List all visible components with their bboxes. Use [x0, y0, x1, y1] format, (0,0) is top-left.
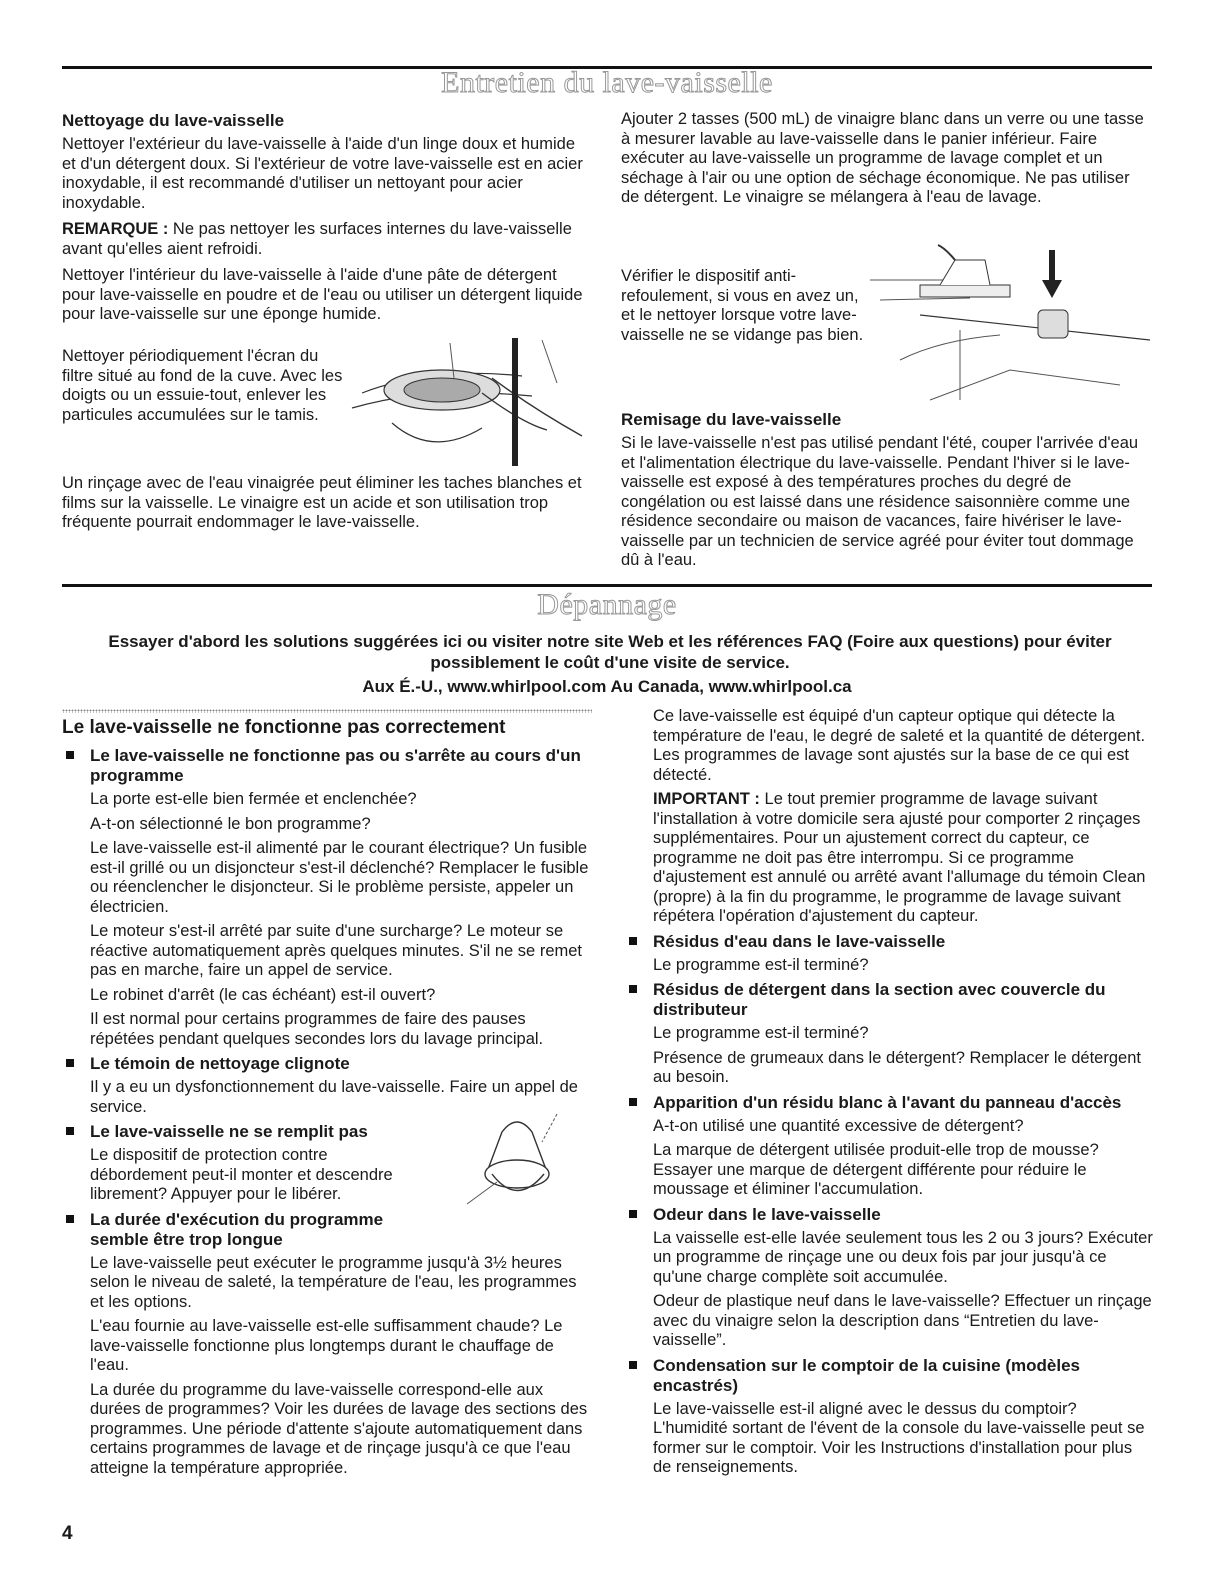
- problem-heading: Le lave-vaisselle ne fonctionne pas correctement: [62, 717, 506, 738]
- air-gap-paragraph: Vérifier le dispositif anti-refoulement, si vous en avez un, et le nettoyer lorsque votre lave-vaisselle ne se vidange pas bien.: [621, 267, 864, 344]
- important-label: IMPORTANT :: [653, 790, 760, 808]
- detail-text: Le programme est-il terminé?: [653, 1024, 869, 1042]
- cleaning-heading: Nettoyage du lave-vaisselle: [62, 111, 285, 130]
- storage-heading: Remisage du lave-vaisselle: [621, 410, 842, 429]
- bullet-icon: [66, 1127, 74, 1135]
- detail-text: Présence de grumeaux dans le détergent? Remplacer le détergent au besoin.: [653, 1048, 1141, 1086]
- detail-text: Le programme est-il terminé?: [653, 955, 869, 974]
- troubleshooting-right-column: [625, 707, 1153, 1483]
- problem-details: [625, 956, 1153, 976]
- problem-title: Résidus de détergent dans la section avec couvercle du distributeur: [653, 980, 1106, 1019]
- problem-details: [62, 790, 592, 1049]
- remark-paragraph: [62, 220, 592, 259]
- troubleshooting-left-column: [62, 716, 592, 1483]
- detail-text: A-t-on utilisé une quantité excessive de détergent?: [653, 1116, 1024, 1135]
- problem-item: [62, 1054, 592, 1074]
- cleaning-paragraph: Nettoyer l'intérieur du lave-vaisselle à l'aide d'une pâte de détergent pour lave-vaisselle en poudre et de l'eau ou utiliser un détergent liquide pour lave-vaisselle sur une éponge humide.: [62, 266, 583, 323]
- problem-title: Le témoin de nettoyage clignote: [90, 1054, 350, 1073]
- problem-title: Le lave-vaisselle ne se remplit pas: [90, 1122, 368, 1141]
- bullet-icon: [66, 1215, 74, 1223]
- detail-text: Le moteur s'est-il arrêté par suite d'une surcharge? Le moteur se réactive automatiquement après quelques minutes. S'il ne se remet pas en marche, faire un appel de service.: [90, 922, 582, 979]
- remark-label: REMARQUE :: [62, 220, 169, 238]
- bullet-icon: [629, 1210, 637, 1218]
- cleaning-paragraph: Nettoyer l'extérieur du lave-vaisselle à l'aide d'un linge doux et humide et d'un détergent doux. Si l'extérieur de votre lave-vaisselle est en acier inoxydable, il est recommandé d'utiliser un nettoyant pour acier inoxydable.: [62, 135, 583, 212]
- bullet-icon: [66, 751, 74, 759]
- problem-title: Condensation sur le comptoir de la cuisine (modèles encastrés): [653, 1355, 1080, 1395]
- bullet-icon: [629, 1098, 637, 1106]
- websites-line: Aux É.-U., www.whirlpool.com Au Canada, www.whirlpool.ca: [362, 677, 852, 696]
- important-paragraph: [653, 790, 1153, 927]
- problem-details: [625, 1117, 1153, 1200]
- troubleshooting-intro: Essayer d'abord les solutions suggérées ici ou visiter notre site Web et les références FAQ (Foire aux questions) pour éviter possiblement le coût d'une visite de service.: [108, 632, 1112, 672]
- detail-text: Le robinet d'arrêt (le cas échéant) est-il ouvert?: [90, 985, 436, 1004]
- problem-item: [625, 980, 1153, 1020]
- problem-item: [62, 746, 592, 786]
- storage-paragraph: Si le lave-vaisselle n'est pas utilisé pendant l'été, couper l'arrivée d'eau et l'alimentation électrique du lave-vaisselle. Pendant l'hiver si le lave-vaisselle est exposé à des températures proches du degré de congélation ou est laissé dans une résidence saisonnière comme une résidence secondaire ou maison de vacances, faire hivériser le lave-vaisselle par un technicien de service agréé pour éviter tout dommage dû à l'eau.: [621, 434, 1139, 569]
- filter-paragraph: Nettoyer périodiquement l'écran du filtre situé au fond de la cuve. Avec les doigts ou un essuie-tout, enlever les particules accumulées sur le tamis.: [62, 347, 343, 424]
- bullet-icon: [629, 985, 637, 993]
- storage-section: [621, 409, 1151, 578]
- remark-text: Ne pas nettoyer les surfaces internes du lave-vaisselle avant qu'elles aient refroidi.: [62, 220, 572, 258]
- detail-text: Le lave-vaisselle peut exécuter le programme jusqu'à 3½ heures selon le niveau de saleté, la température de l'eau, les programmes et les options.: [90, 1253, 577, 1311]
- detail-text: Il est normal pour certains programmes de faire des pauses répétées pendant quelques secondes lors du lavage principal.: [90, 1010, 544, 1048]
- detail-text: Le lave-vaisselle est-il aligné avec le dessus du comptoir? L'humidité sortant de l'évent de la console du lave-vaisselle peut se former sur le comptoir. Voir les Instructions d'installation pour plus de renseignements.: [653, 1399, 1145, 1476]
- problem-item: [62, 1210, 592, 1250]
- sensor-paragraph: Ce lave-vaisselle est équipé d'un capteur optique qui détecte la température de l'eau, le degré de saleté et la quantité de détergent. Les programmes de lavage sont ajustés sur la base de ce qui est détecté.: [653, 707, 1146, 784]
- detail-text: L'eau fournie au lave-vaisselle est-elle suffisamment chaude? Le lave-vaisselle fonctionne plus longtemps durant le chauffage de l'eau.: [90, 1317, 563, 1374]
- problem-item: [625, 1093, 1153, 1113]
- dotted-divider: [62, 709, 592, 713]
- section-rule: [62, 584, 1152, 587]
- problem-title: Odeur dans le lave-vaisselle: [653, 1204, 881, 1224]
- problem-details: [625, 1229, 1153, 1351]
- problem-details: [62, 1254, 592, 1479]
- detail-text: Le lave-vaisselle est-il alimenté par le courant électrique? Un fusible est-il grillé ou un disjoncteur s'est-il déclenché? Remplacer le fusible ou réenclencher le disjoncteur. Si le problème persiste, appeler un électricien.: [90, 839, 589, 916]
- page-number: 4: [62, 1523, 73, 1544]
- problem-item: [625, 1205, 1153, 1225]
- vinegar-instructions: Ajouter 2 tasses (500 mL) de vinaigre blanc dans un verre ou une tasse à mesurer lavable au lave-vaisselle dans le panier inférieur. Faire exécuter au lave-vaisselle un programme de lavage complet et un séchage à l'air ou une option de séchage économique. Ne pas utiliser de détergent. Le vinaigre se mélangera à l'eau de lavage.: [621, 110, 1144, 206]
- problem-details: [625, 1024, 1153, 1088]
- problem-item: [625, 932, 1153, 952]
- detail-text: Odeur de plastique neuf dans le lave-vaisselle? Effectuer un rinçage avec du vinaigre selon la description dans “Entretien du lave-vaisselle”.: [653, 1292, 1152, 1349]
- problem-title: La durée d'exécution du programme semble être trop longue: [90, 1209, 384, 1249]
- problem-details: [62, 1146, 592, 1205]
- bullet-icon: [629, 937, 637, 945]
- problem-item: [625, 1356, 1153, 1396]
- vinegar-paragraph: Un rinçage avec de l'eau vinaigrée peut éliminer les taches blanches et films sur la vaisselle. Le vinaigre est un acide et son utilisation trop fréquente pourrait endommager le lave-vaisselle.: [62, 474, 582, 531]
- detail-text: La porte est-elle bien fermée et enclenchée?: [90, 790, 417, 808]
- detail-text: A-t-on sélectionné le bon programme?: [90, 814, 371, 833]
- problem-details: [625, 1400, 1153, 1478]
- problem-title: Résidus d'eau dans le lave-vaisselle: [653, 931, 946, 951]
- filter-illustration: [332, 338, 587, 466]
- problem-title: Le lave-vaisselle ne fonctionne pas ou s'arrête au cours d'un programme: [90, 746, 581, 785]
- sensor-info: [625, 707, 1153, 927]
- section-title-troubleshooting: Dépannage: [537, 588, 677, 621]
- detail-text: Il y a eu un dysfonctionnement du lave-vaisselle. Faire un appel de service.: [90, 1078, 578, 1116]
- section-title-maintenance: Entretien du lave-vaisselle: [441, 66, 773, 99]
- cleaning-left-column: [62, 110, 592, 332]
- important-text: Le tout premier programme de lavage suivant l'installation à votre domicile sera ajusté pour comporter 2 rinçages supplémentaires. Pour un ajustement correct du capteur, ce programme ne doit pas être interrompu. Si ce programme d'ajustement est annulé ou arrêté avant l'allumage du témoin Clean (propre) à la fin du programme, le programme de lavage suivant répétera l'opération d'ajustement du capteur.: [653, 790, 1146, 925]
- air-gap-illustration: [860, 240, 1155, 405]
- detail-text: La vaisselle est-elle lavée seulement tous les 2 ou 3 jours? Exécuter un programme de rinçage une ou deux fois par jour jusqu'à ce qu'une charge complète soit accumulée.: [653, 1228, 1153, 1286]
- detail-text: Le dispositif de protection contre débordement peut-il monter et descendre librement? Appuyer pour le libérer.: [90, 1146, 393, 1203]
- detail-text: La marque de détergent utilisée produit-elle trop de mousse? Essayer une marque de détergent différente pour réduire le moussage et éliminer l'accumulation.: [653, 1141, 1099, 1198]
- bullet-icon: [66, 1059, 74, 1067]
- detail-text: La durée du programme du lave-vaisselle correspond-elle aux durées de programmes? Voir les durées de lavage des sections des programmes. Une période d'attente s'ajoute automatiquement dans certains programmes de lavage et de rinçage jusqu'à ce que l'eau atteigne la température appropriée.: [90, 1380, 588, 1477]
- float-illustration: [462, 1112, 572, 1212]
- problem-title: Apparition d'un résidu blanc à l'avant du panneau d'accès: [653, 1092, 1122, 1112]
- bullet-icon: [629, 1361, 637, 1369]
